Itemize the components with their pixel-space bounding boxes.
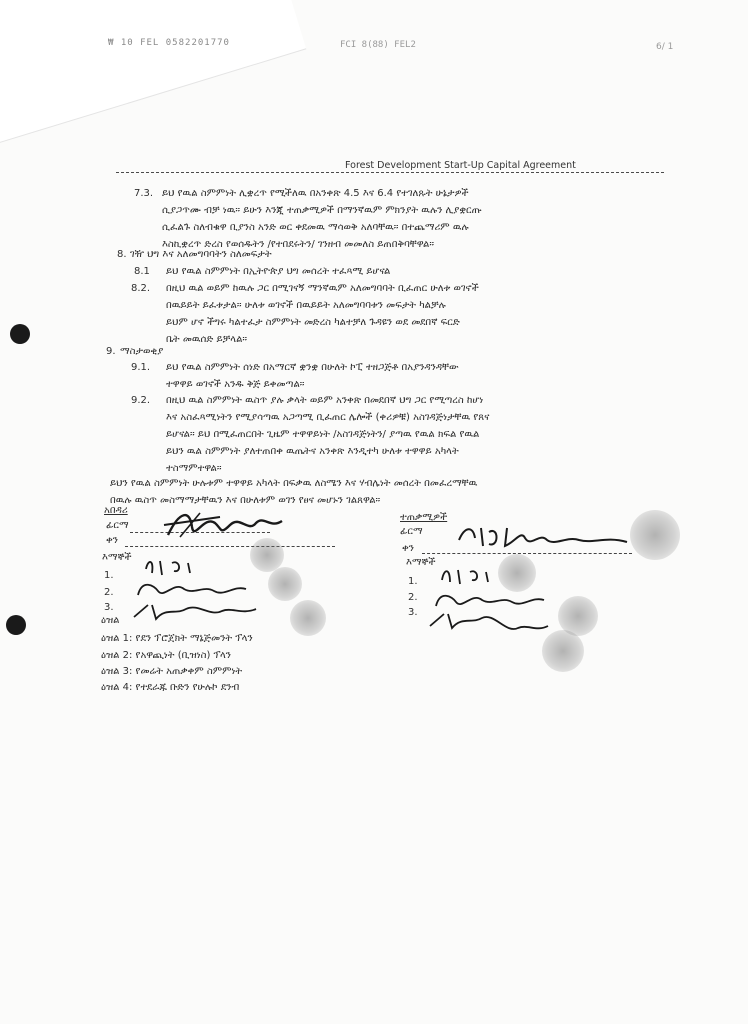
clause-number: 9.1.	[131, 362, 151, 373]
section-heading: ማስታወቂያ	[120, 346, 164, 357]
clause-text: በዉይይት ይፈቱታል። ሁለቱ ወገኖች በዉይይት አለመግባባቱን መፍታት ካልቻሉ	[166, 300, 446, 311]
left-witness-title: እማኞች	[102, 552, 132, 563]
right-witness-number: 3.	[408, 607, 418, 618]
beneficiary-date-line	[422, 553, 632, 554]
clause-text: በዚህ ዉል ስምምነት ዉስጥ ያሉ ቃላት ወይም አንቀጽ በመደበኛ ህግ ጋር የሚጣረስ ከሆነ	[166, 395, 484, 406]
left-witness-number: 3.	[104, 602, 114, 613]
annex-item: ዕዝል 3: የመሬት አጠቃቀም ስምምነት	[101, 666, 243, 677]
fingerprint-mark	[268, 567, 302, 601]
right-witness-title: እማኞች	[406, 557, 436, 568]
right-witness-number: 1.	[408, 576, 418, 587]
annex-header: ዕዝል	[101, 615, 120, 626]
clause-text: ይህ የዉል ስምምነት ሊቋረጥ የሚችለዉ በአንቀጽ 4.5 እና 6.4 የተገለጹት ሁኔታዎች	[162, 188, 469, 199]
clause-text: እና አስፈጻሚነትን የሚያሳጣዉ አጋጣሚ ቢፈጠር ሌሎች (ቀሪዎቹ) አስገዳጅነታቸዉ የጸና	[166, 412, 490, 423]
clause-number: 8.2.	[131, 283, 151, 294]
annex-item: ዕዝል 1: የደን ፕሮጀክት ማኔጅመንት ፕላን	[101, 633, 253, 644]
fax-header-left: ₩ 10 FEL 0582201770	[108, 38, 230, 48]
folded-corner	[0, 0, 306, 146]
clause-number: 9.	[106, 346, 116, 357]
right-witness-number: 2.	[408, 592, 418, 603]
punch-hole	[10, 324, 30, 344]
left-witness-number: 2.	[104, 587, 114, 598]
clause-text: ይህ የዉል ስምምነት በኢትዮጵያ ህግ መሰረት ተፈጻሚ ይሆናል	[166, 266, 391, 277]
annex-item: ዕዝል 2: የአዋጪነት (ቢዝነስ) ፕላን	[101, 650, 231, 661]
lender-date-label: ቀን	[106, 535, 118, 546]
annex-item: ዕዝል 4: የተደራጁ ቡድን የሁሉኮ ደንብ	[101, 682, 240, 693]
header-rule	[116, 172, 664, 173]
beneficiary-date-label: ቀን	[402, 543, 414, 554]
clause-text: ሲፈልጉ ስለብቁዋ ቢያንስ አንድ ወር ቀደመዉ ማሳወቅ አለባቸዉ። በተጨማሪም ዉሉ	[162, 222, 469, 233]
beneficiary-sign-label: ፊርማ	[400, 526, 423, 537]
clause-text: ሲያጋጥሙ ብቻ ነዉ። ይሁን እንጂ ተጠቃሚዎች በማንኛዉም ምክንያት ዉሉን ሊያቋርጡ	[162, 205, 482, 216]
beneficiary-signature-icon	[455, 522, 635, 552]
lender-date-line	[125, 546, 335, 547]
running-header-title: Forest Development Start-Up Capital Agreement	[345, 160, 576, 171]
punch-hole	[6, 615, 26, 635]
lender-title: አበዳሪ	[104, 505, 128, 516]
fingerprint-mark	[498, 554, 536, 592]
clause-text: ይሆናል። ይህ በሚፈጠርበት ጊዜም ተዋዋይነት /አስገዳጅነትን/ ያጣዉ የዉል ክፍል የዉል	[166, 429, 480, 440]
fax-header-mid: FCI 8(88) FEL2	[340, 40, 416, 50]
fingerprint-mark	[290, 600, 326, 636]
left-witness-number: 1.	[104, 570, 114, 581]
clause-text: ተስማምተዋል።	[166, 463, 222, 474]
clause-text: ይህ የዉል ስምምነት ሰነድ በአማርኛ ቋንቋ በሁለት ኮፒ ተዘጋጅቶ በአያንዳንዳቸው	[166, 362, 459, 373]
clause-number: 9.2.	[131, 395, 151, 406]
clause-text: ተዋዋይ ወገኖች አንዱ ቅጅ ይቀመጣል።	[166, 379, 305, 390]
closing-text: ይህን የዉል ስምምነት ሁሉቱም ተዋዋይ አካላት በፍቃዉ ለስሜን እና ሃብሌነት መሰረት በመፈረማቸዉ	[110, 478, 478, 489]
clause-text: ቤት መዉሰድ ይቻላል።	[166, 334, 248, 345]
clause-number: 8.	[117, 249, 127, 260]
fingerprint-mark	[630, 510, 680, 560]
lender-sign-label: ፊርማ	[106, 520, 129, 531]
section-heading: ገዥ ህግ እና አለመግባባትን ስለመፍታት	[130, 249, 272, 260]
fingerprint-mark	[542, 630, 584, 672]
clause-text: ይህን ዉል ስምምነት ያለተጠበቀ ዉጤትና አንቀጽ እንዲተካ ሁለቱ ተዋዋይ አካላት	[166, 446, 459, 457]
clause-text: እስኪቋረጥ ድረስ የወሰዱትን /የተበደሩትን/ ገንዘብ መመለስ ይጠበቅባቸዋል።	[162, 239, 435, 250]
clause-number: 7.3.	[134, 188, 154, 199]
beneficiary-title: ተጠቃሚዎች	[400, 512, 448, 523]
clause-number: 8.1	[134, 266, 150, 277]
closing-text: በዉሉ ዉስጥ መስማማታቸዉን እና በሁለቱም ወገን የፀና መሆኑን ገልጸዋል።	[110, 495, 381, 506]
clause-text: ይህም ሆኖ ችግሩ ካልተፈታ ስምምነት መድረስ ካልተቻለ ጉዳዩን ወደ መደበኛ ፍርድ	[166, 317, 460, 328]
clause-text: በዚህ ዉል ወይም ከዉሉ ጋር በሚገናኝ ማንኛዉም አለመግባባት ቢፈጠር ሁለቱ ወገኖች	[166, 283, 479, 294]
fax-header-right: 6/ 1	[656, 42, 674, 52]
